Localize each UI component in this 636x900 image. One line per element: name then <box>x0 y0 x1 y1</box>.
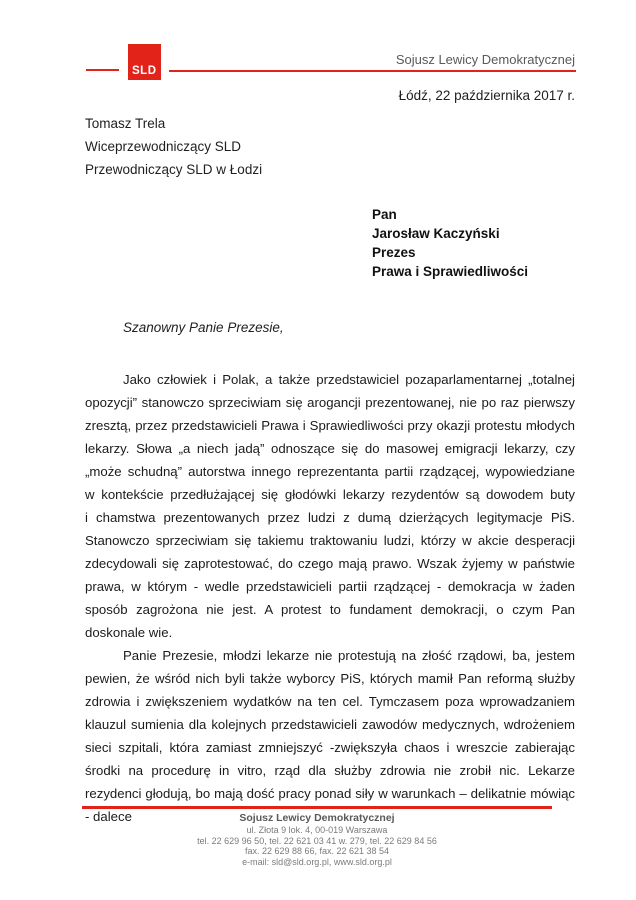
sld-logo <box>128 44 161 80</box>
footer-email-web: e-mail: sld@sld.org.pl, www.sld.org.pl <box>242 856 392 867</box>
recipient-org: Prawa i Sprawiedliwości <box>372 264 529 279</box>
date-line: Łódź, 22 października 2017 r. <box>398 88 575 103</box>
sender-block <box>85 112 262 181</box>
body-paragraph-1: Jako człowiek i Polak, a także przedstawiciel pozaparlamentarnej „totalnej opozycji” stanowczo sprzeciwiam się arogancji prezentowanej, nie po raz pierwszy zresztą, przez przedstawicieli Prawa i Sprawiedliwości przy okazji protestu młodych lekarzy. Słowa „a niech jadą” odnoszące się do masowej emigracji lekarzy, czy „może schudną” autorstwa innego reprezentanta partii rządzącej, wypowiedziane w kontekście przedłużającej się głodówki lekarzy rezydentów są dowodem buty i chamstwa prezentowanych przez ludzi z dumą dzierżących legitymacje PiS. Stanowczo sprzeciwiam się takiemu traktowaniu ludzi, którzy w akcie desperacji zdecydowali się zaprotestować, do czego mają prawo. Wszak żyjemy w państwie prawa, w którym - wedle przedstawicieli partii rządzącej - demokracja w żaden sposób zagrożona nie jest. A protest to fundament demokracji, o czym Pan doskonale wie. <box>85 372 575 640</box>
footer-rule <box>82 806 552 809</box>
footer-fax: fax. 22 629 88 66, fax. 22 621 38 54 <box>244 846 390 856</box>
body-paragraph-2: Panie Prezesie, młodzi lekarze nie protestują na złość rządowi, ba, jestem pewien, że wśród nich byli także wyborcy PiS, których mamił Pan reformą służby zdrowia i zwiększeniem wydatków na ten cel. Tymczasem poza wprowadzaniem klauzul sumienia dla kolejnych przedstawicieli zawodów medycznych, wdrożeniem sieci szpitali, która zamiast zmniejszyć -zwiększyła chaos i wreszcie zabierając środki na procedurę in vitro, rząd dla służby zdrowia nie zrobił nic. Lekarze rezydenci głodują, bo mają dość pracy ponad siły w warunkach – delikatnie mówiąc - dalece <box>85 648 575 824</box>
header-right-rule <box>169 70 576 72</box>
letter-body <box>85 368 575 828</box>
recipient-honorific: Pan <box>372 207 397 222</box>
salutation: Szanowny Panie Prezesie, <box>123 320 284 335</box>
sender-name: Tomasz Trela <box>85 116 166 131</box>
sender-title-2: Przewodniczący SLD w Łodzi <box>85 162 263 177</box>
header-left-rule <box>86 69 119 71</box>
sld-logo-text: SLD <box>132 65 157 77</box>
recipient-name: Jarosław Kaczyński <box>372 226 500 241</box>
header-org-name: Sojusz Lewicy Demokratycznej <box>395 52 575 67</box>
footer-phones: tel. 22 629 96 50, tel. 22 621 03 41 w. 279, tel. 22 629 84 56 <box>197 835 437 846</box>
footer-address: ul. Złota 9 lok. 4, 00-019 Warszawa <box>246 825 388 835</box>
page-footer <box>82 812 552 867</box>
recipient-block <box>372 205 528 281</box>
sender-title-1: Wiceprzewodniczący SLD <box>85 139 242 154</box>
footer-org-name: Sojusz Lewicy Demokratycznej <box>239 812 395 824</box>
recipient-title: Prezes <box>372 245 416 260</box>
